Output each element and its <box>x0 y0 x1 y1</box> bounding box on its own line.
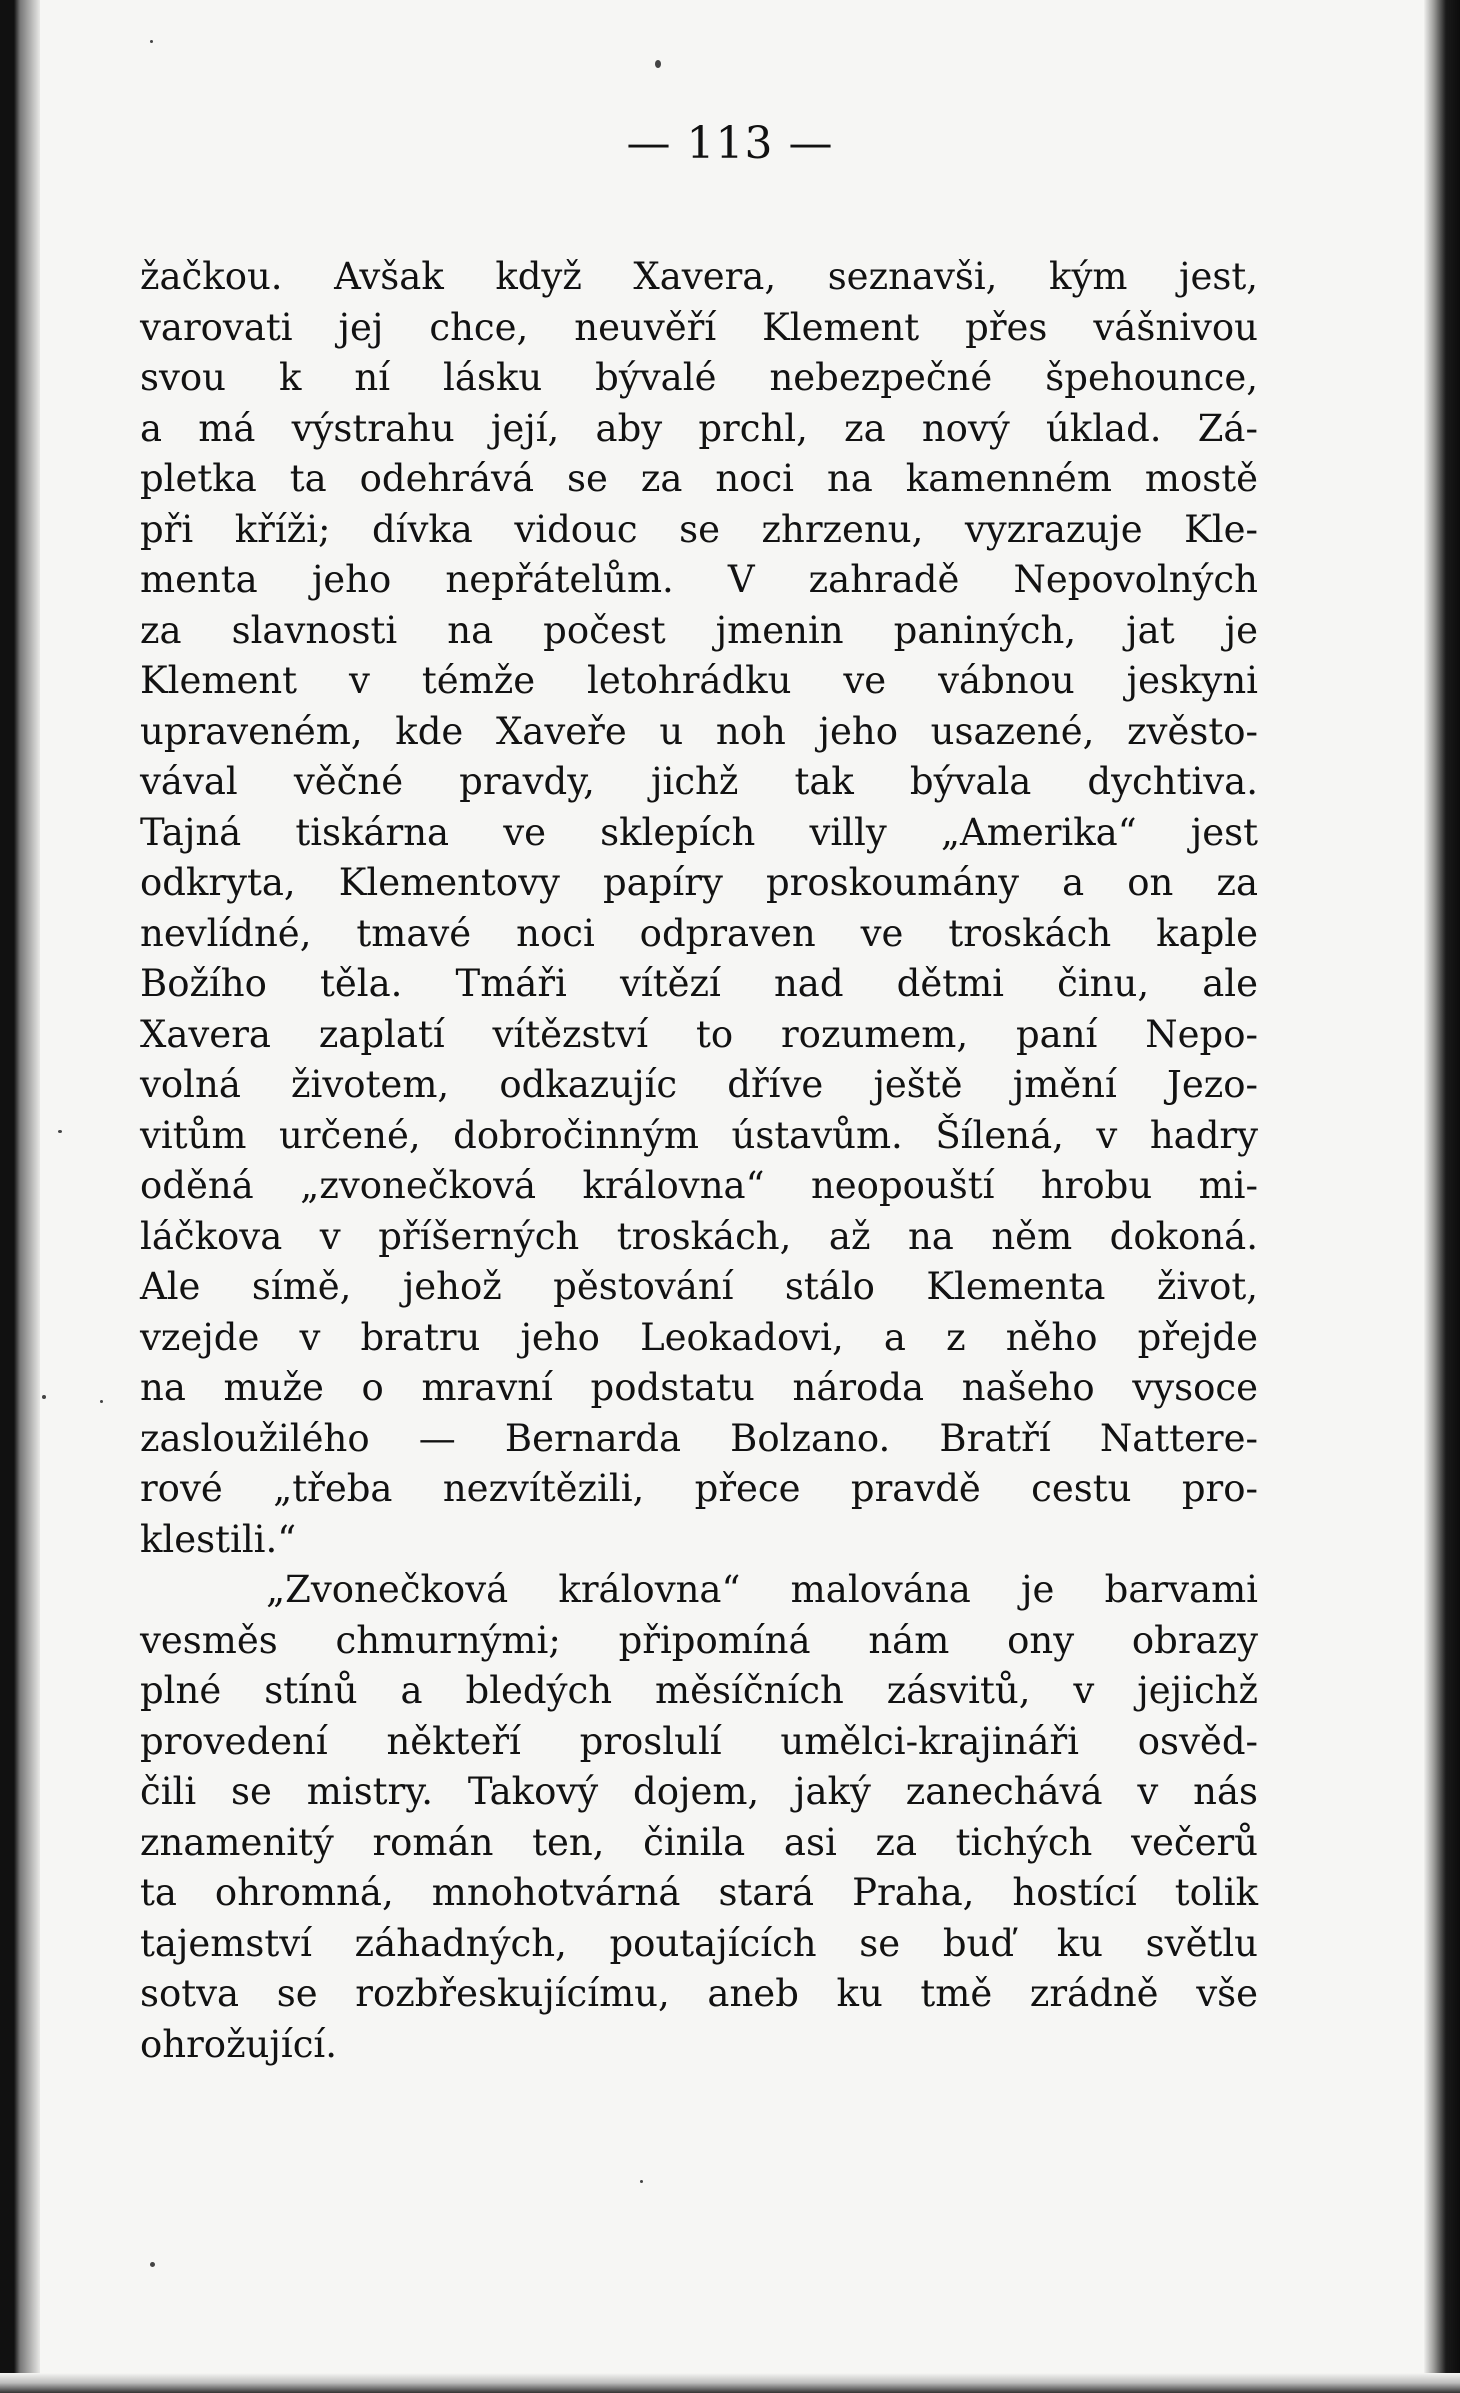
text-line: Božího těla. Tmáři vítězí nad dětmi činu, ale <box>140 962 1258 1005</box>
text-line: menta jeho nepřátelům. V zahradě Nepovolných <box>140 558 1258 601</box>
text-line: Klement v témže letohrádku ve vábnou jeskyni <box>140 659 1258 702</box>
text-line: zasloužilého — Bernarda Bolzano. Bratří Nattere- <box>140 1416 1258 1460</box>
text-line: volná životem, odkazujíc dříve ještě jmění Jezo- <box>140 1063 1258 1106</box>
text-line: varovati jej chce, neuvěří Klement přes vášnivou <box>140 305 1258 349</box>
text-line: žačkou. Avšak když Xavera, seznavši, kým jest, <box>140 255 1258 298</box>
text-line: za slavnosti na počest jmenin paniných, jat je <box>140 608 1258 652</box>
page-number: — 113 — <box>626 118 834 169</box>
text-line: odkryta, Klementovy papíry proskoumány a on za <box>140 861 1258 904</box>
text-line: láčkova v příšerných troskách, až na něm dokoná. <box>140 1214 1258 1258</box>
scan-speck <box>42 1395 46 1399</box>
text-line: sotva se rozbřeskujícímu, aneb ku tmě zrádně vše <box>140 1972 1258 2015</box>
text-line: Xavera zaplatí vítězství to rozumem, paní Nepo- <box>140 1012 1258 1056</box>
text-line: ohrožující. <box>140 2022 338 2066</box>
scan-speck <box>150 2262 155 2267</box>
scan-speck <box>150 40 153 43</box>
scan-edge-right <box>1424 0 1460 2393</box>
text-line: a má výstrahu její, aby prchl, za nový úklad. Zá- <box>140 406 1258 450</box>
text-line: vzejde v bratru jeho Leokadovi, a z něho přejde <box>140 1315 1258 1359</box>
paragraph-1 <box>140 252 1258 1565</box>
text-line: upraveném, kde Xaveře u noh jeho usazené, zvěsto- <box>140 709 1258 753</box>
paragraph-2 <box>140 1565 1258 2070</box>
text-line: vitům určené, dobročinným ústavům. Šílená, v hadry <box>140 1113 1258 1157</box>
text-line: nevlídné, tmavé noci odpraven ve troskách kaple <box>140 911 1258 955</box>
text-line: na muže o mravní podstatu národa našeho vysoce <box>140 1366 1258 1409</box>
scan-speck <box>655 60 661 68</box>
text-line: Ale símě, jehož pěstování stálo Klementa život, <box>140 1265 1258 1308</box>
text-line: rové „třeba nezvítězili, přece pravdě cestu pro- <box>140 1467 1258 1510</box>
body-text <box>140 252 1258 2070</box>
scan-edge-left <box>0 0 40 2393</box>
text-line: Tajná tiskárna ve sklepích villy „Amerika“ jest <box>140 810 1258 854</box>
text-line: klestili.“ <box>140 1517 297 1561</box>
scan-edge-bottom <box>0 2373 1460 2393</box>
text-line: plné stínů a bledých měsíčních zásvitů, v jejichž <box>140 1669 1258 1712</box>
text-line: svou k ní lásku bývalé nebezpečné špehounce, <box>140 356 1258 399</box>
text-line: vával věčné pravdy, jichž tak bývala dychtiva. <box>140 760 1258 803</box>
scan-speck <box>58 1130 62 1133</box>
scan-speck <box>640 2180 643 2183</box>
text-line: čili se mistry. Takový dojem, jaký zanechává v nás <box>140 1770 1258 1813</box>
text-line: oděná „zvonečková královna“ neopouští hrobu mi- <box>140 1164 1258 1207</box>
text-line: provedení někteří proslulí umělci-krajináři osvěd- <box>140 1719 1258 1763</box>
text-line: při kříži; dívka vidouc se zhrzenu, vyzrazuje Kle- <box>140 507 1258 551</box>
text-line: vesměs chmurnými; připomíná nám ony obrazy <box>140 1618 1258 1662</box>
scan-speck <box>100 1400 103 1403</box>
text-line: tajemství záhadných, poutajících se buď ku světlu <box>140 1921 1258 1965</box>
text-line: ta ohromná, mnohotvárná stará Praha, hostící tolik <box>140 1871 1258 1914</box>
text-line: pletka ta odehrává se za noci na kamenném mostě <box>140 457 1258 500</box>
text-line: znamenitý román ten, činila asi za tichých večerů <box>140 1820 1258 1864</box>
text-line: „Zvonečková královna“ malována je barvami <box>266 1568 1258 1611</box>
